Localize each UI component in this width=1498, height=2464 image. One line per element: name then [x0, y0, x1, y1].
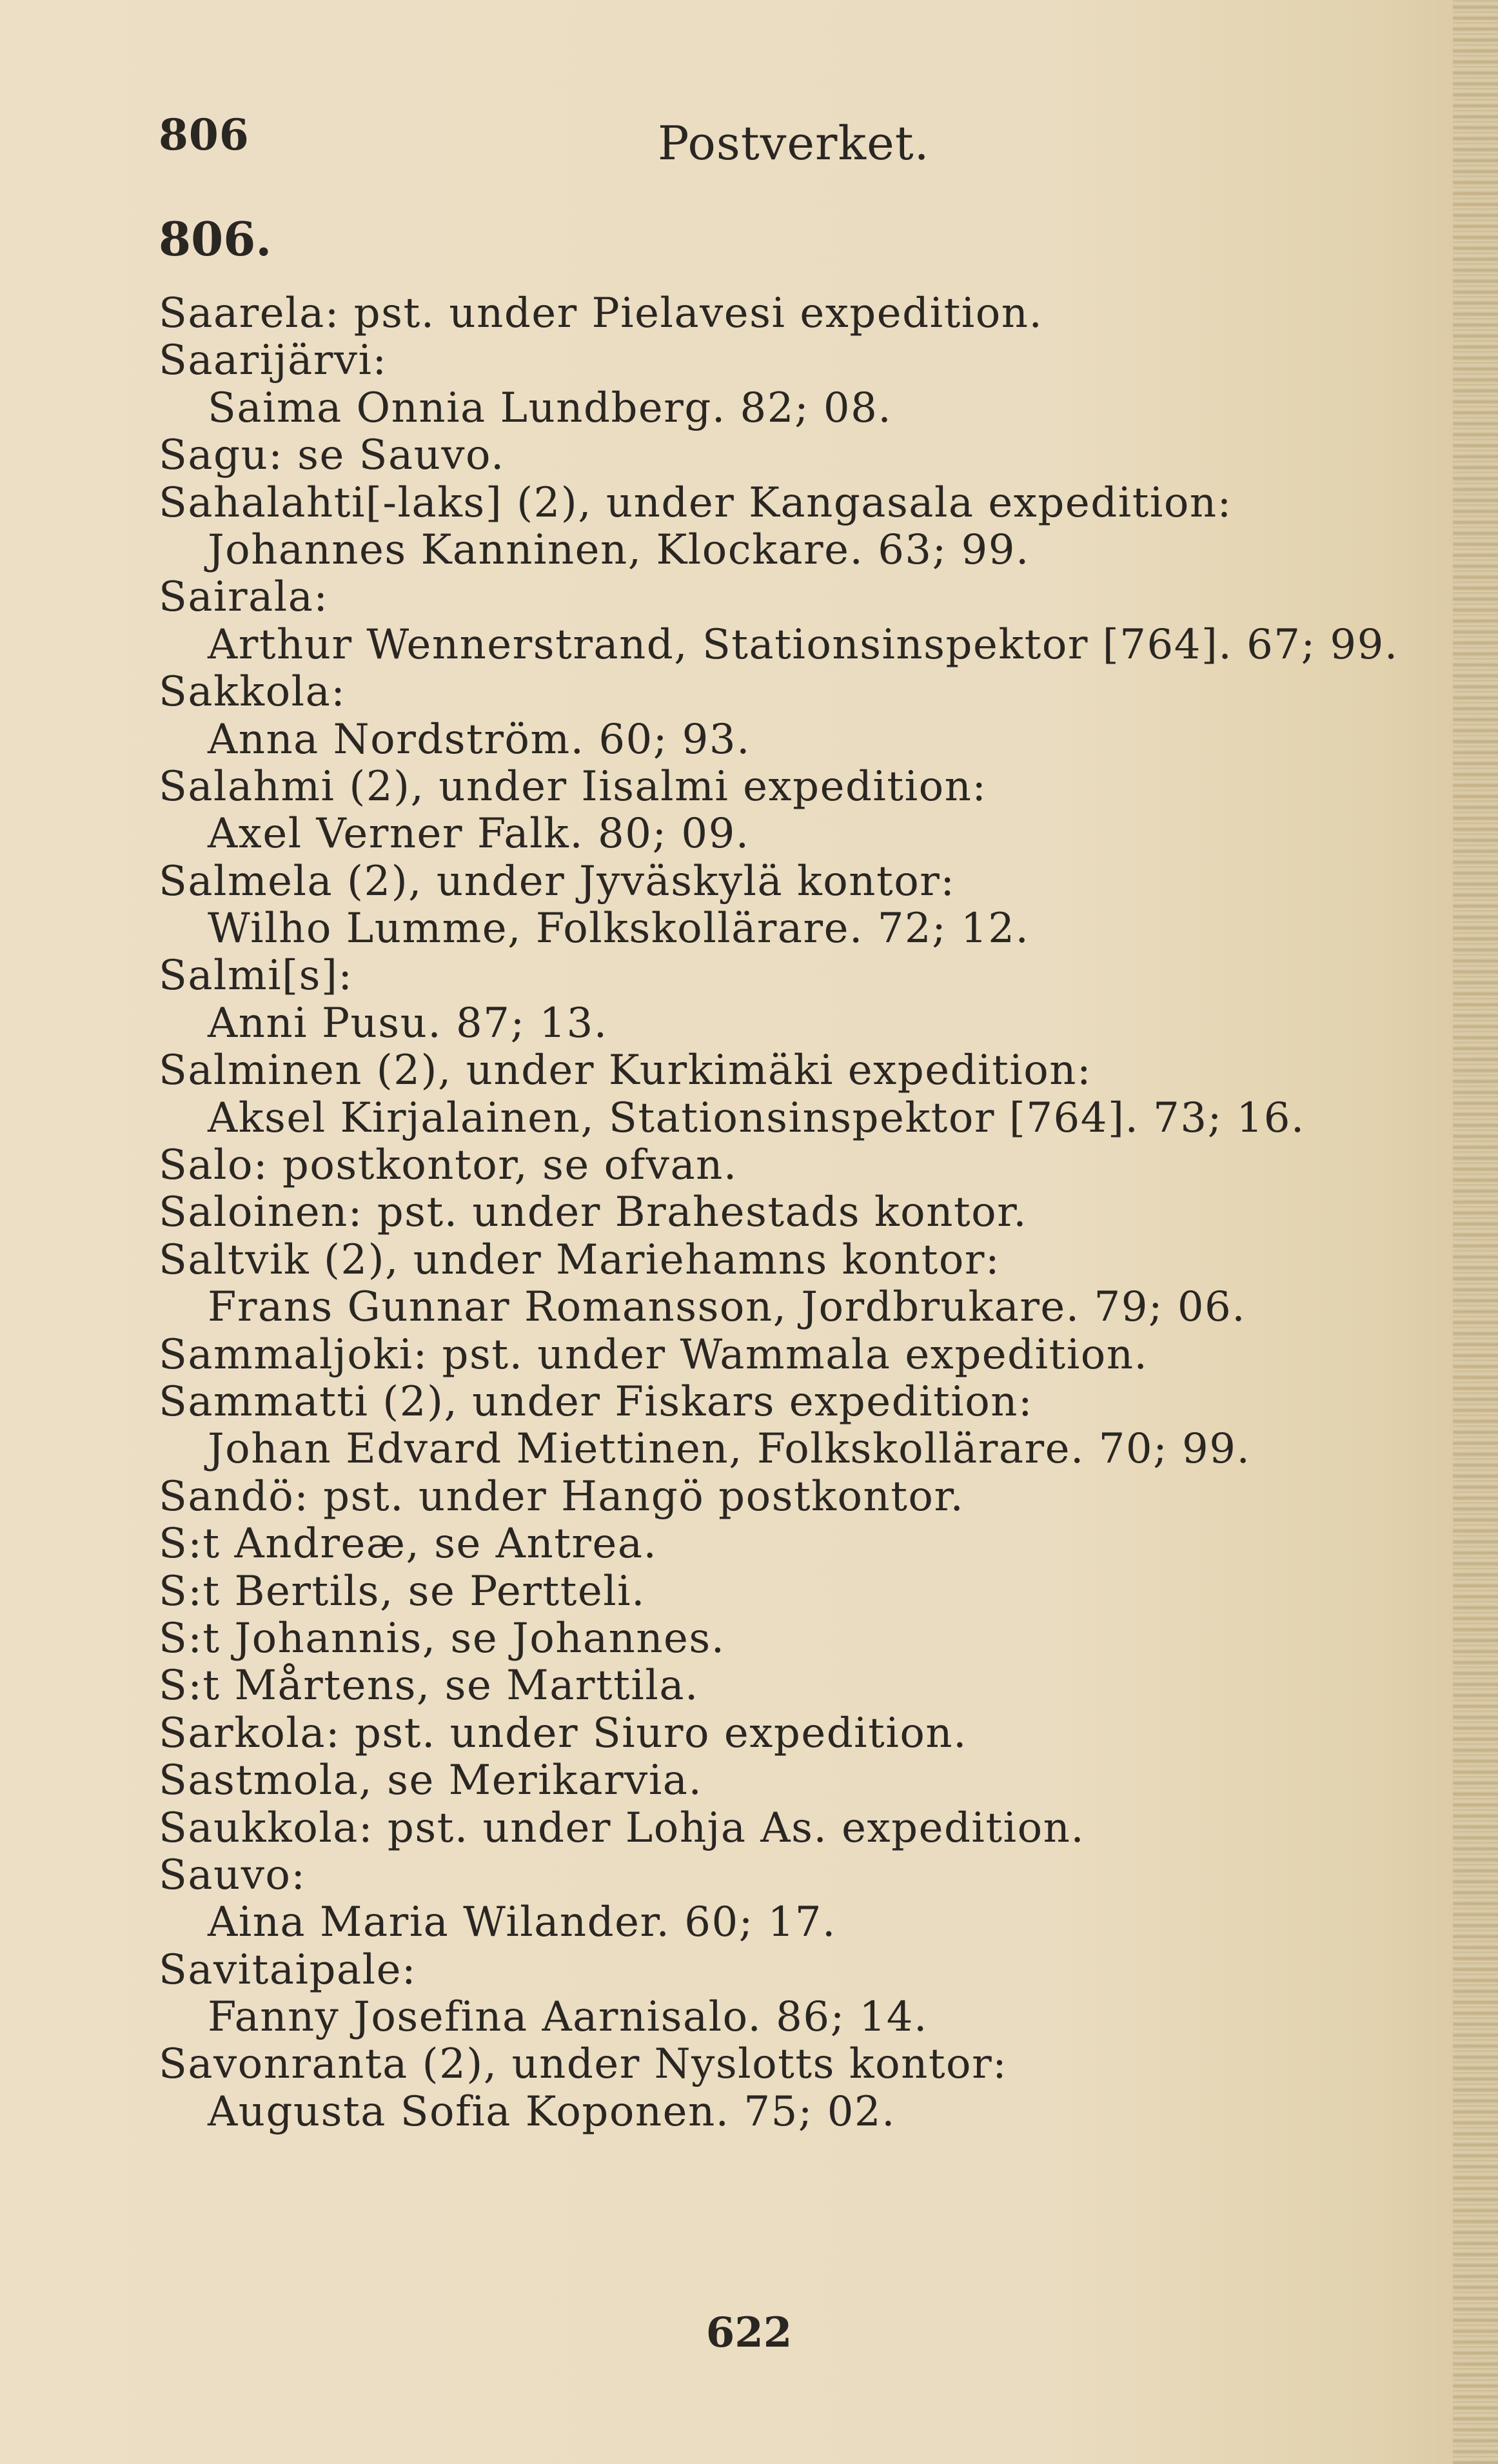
- running-head-title: Postverket.: [658, 116, 930, 170]
- entry-heading-line: S:t Bertils, se Pertteli.: [159, 1567, 646, 1615]
- entry-heading-line: S:t Johannis, se Johannes.: [159, 1614, 725, 1662]
- entry-heading-line: Sarkola: pst. under Siuro expedition.: [159, 1709, 967, 1757]
- entry-heading-line: Savitaipale:: [159, 1946, 417, 1994]
- entry-detail-line: Arthur Wennerstrand, Stationsinspektor [764]. 67; 99.: [208, 620, 1399, 669]
- entry-heading-line: Salminen (2), under Kurkimäki expedition:: [159, 1047, 1092, 1095]
- entry-heading-line: Sandö: pst. under Hangö postkontor.: [159, 1472, 965, 1521]
- entry-heading-line: Sairala:: [159, 573, 329, 622]
- entry-heading-line: Salmela (2), under Jyväskylä kontor:: [159, 857, 956, 905]
- entry-heading-line: Saarijärvi:: [159, 337, 388, 385]
- entry-heading-line: Sakkola:: [159, 668, 346, 716]
- entry-heading-line: Sauvo:: [159, 1851, 306, 1899]
- entry-heading-line: Saukkola: pst. under Lohja As. expedition.: [159, 1804, 1085, 1852]
- entry-heading-line: Sagu: se Sauvo.: [159, 431, 505, 480]
- entry-heading-line: S:t Mårtens, se Marttila.: [159, 1662, 699, 1710]
- entry-heading-line: Salo: postkontor, se ofvan.: [159, 1141, 738, 1190]
- header-page-number: 806: [159, 110, 250, 160]
- entry-heading-line: Sahalahti[-laks] (2), under Kangasala expedition:: [159, 478, 1232, 527]
- entry-detail-line: Aina Maria Wilander. 60; 17.: [208, 1898, 836, 1947]
- entry-heading-line: S:t Andreæ, se Antrea.: [159, 1520, 658, 1568]
- entry-detail-line: Wilho Lumme, Folkskollärare. 72; 12.: [208, 905, 1030, 953]
- entry-detail-line: Fanny Josefina Aarnisalo. 86; 14.: [208, 1993, 928, 2042]
- entry-detail-line: Johan Edvard Miettinen, Folkskollärare. 70; 99.: [208, 1425, 1251, 1473]
- entry-list: [159, 290, 1448, 2136]
- entry-heading-line: Saltvik (2), under Mariehamns kontor:: [159, 1236, 1001, 1284]
- entry-detail-line: Anni Pusu. 87; 13.: [208, 999, 608, 1047]
- entry-heading-line: Sastmola, se Merikarvia.: [159, 1757, 703, 1805]
- page-edge: [1453, 0, 1498, 2464]
- entry-heading-line: Saloinen: pst. under Brahestads kontor.: [159, 1188, 1028, 1237]
- entry-detail-line: Anna Nordström. 60; 93.: [208, 715, 751, 764]
- entry-detail-line: Saima Onnia Lundberg. 82; 08.: [208, 384, 892, 432]
- entry-heading-line: Saarela: pst. under Pielavesi expedition.: [159, 290, 1043, 337]
- entry-heading-line: Sammatti (2), under Fiskars expedition:: [159, 1377, 1034, 1426]
- entry-detail-line: Augusta Sofia Koponen. 75; 02.: [208, 2087, 896, 2136]
- entry-heading-line: Sammaljoki: pst. under Wammala expedition.: [159, 1330, 1148, 1379]
- entry-heading-line: Savonranta (2), under Nyslotts kontor:: [159, 2040, 1008, 2089]
- entry-heading-line: Salahmi (2), under Iisalmi expedition:: [159, 762, 987, 811]
- entry-detail-line: Johannes Kanninen, Klockare. 63; 99.: [208, 526, 1030, 574]
- entry-detail-line: Aksel Kirjalainen, Stationsinspektor [764]. 73; 16.: [208, 1094, 1305, 1142]
- section-number: 806.: [159, 212, 272, 266]
- entry-detail-line: Axel Verner Falk. 80; 09.: [208, 810, 750, 858]
- entry-detail-line: Frans Gunnar Romansson, Jordbrukare. 79; 06.: [208, 1283, 1247, 1332]
- entry-heading-line: Salmi[s]:: [159, 952, 353, 1000]
- footer-page-number: 622: [705, 2309, 793, 2357]
